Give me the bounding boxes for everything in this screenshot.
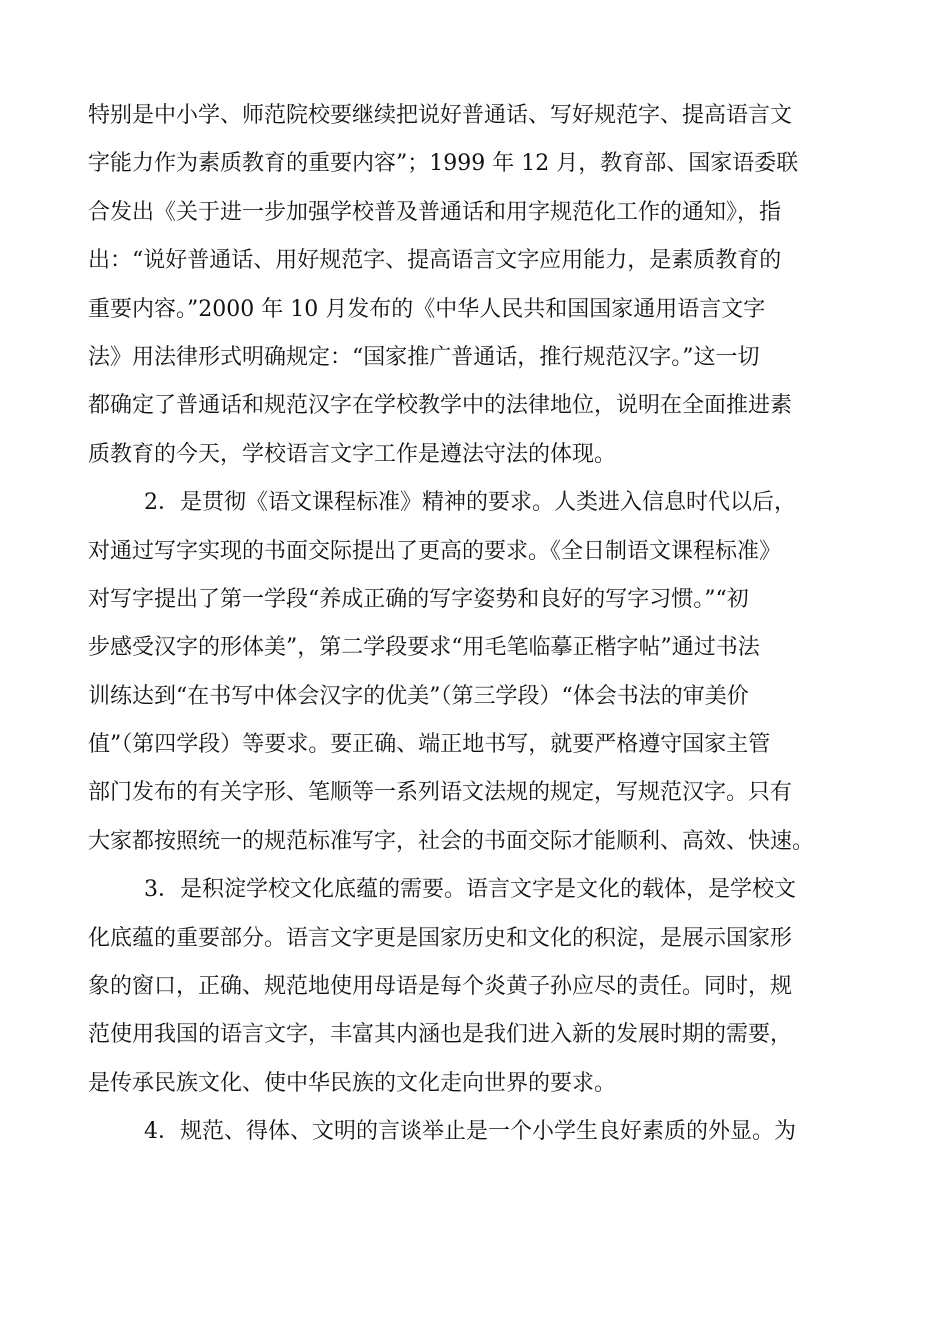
text-line: 特别是中小学、师范院校要继续把说好普通话、写好规范字、提高语言文 (88, 103, 793, 128)
text-line: 训练达到“在书写中体会汉字的优美”（第三学段）“体会书法的审美价 (88, 683, 749, 709)
text-line: 范使用我国的语言文字，丰富其内涵也是我们进入新的发展时期的需要， (88, 1022, 793, 1048)
text-line: 值”（第四学段）等要求。要正确、端正地书写，就要严格遵守国家主管 (88, 732, 771, 758)
paragraph-start-line: 4．规范、得体、文明的言谈举止是一个小学生良好素质的外显。为 (144, 1119, 796, 1145)
text-line: 步感受汉字的形体美”，第二学段要求“用毛笔临摹正楷字帖”通过书法 (88, 635, 760, 661)
text-line: 大家都按照统一的规范标准写字，社会的书面交际才能顺利、高效、快速。 (88, 828, 815, 854)
text-line: 字能力作为素质教育的重要内容”；1999 年 12 月，教育部、国家语委联 (88, 151, 799, 177)
text-line: 象的窗口，正确、规范地使用母语是每个炎黄子孙应尽的责任。同时，规 (88, 974, 793, 1000)
text-line: 是传承民族文化、使中华民族的文化走向世界的要求。 (88, 1070, 617, 1096)
body-text (88, 92, 868, 1157)
paragraph-start-line: 2．是贯彻《语文课程标准》精神的要求。人类进入信息时代以后， (144, 490, 796, 516)
text-line: 出：“说好普通话、用好规范字、提高语言文字应用能力，是素质教育的 (88, 248, 782, 274)
text-line: 重要内容。”2000 年 10 月发布的《中华人民共和国国家通用语言文字 (88, 296, 766, 322)
text-line: 化底蕴的重要部分。语言文字更是国家历史和文化的积淀，是展示国家形 (88, 925, 793, 951)
text-line: 对通过写字实现的书面交际提出了更高的要求。《全日制语文课程标准》 (88, 538, 782, 564)
paragraph-start-line: 3．是积淀学校文化底蕴的需要。语言文字是文化的载体，是学校文 (144, 877, 796, 903)
text-line: 对写字提出了第一学段“养成正确的写字姿势和良好的写字习惯。”“初 (88, 586, 749, 612)
text-line: 合发出《关于进一步加强学校普及普通话和用字规范化工作的通知》，指 (88, 199, 782, 225)
text-line: 质教育的今天，学校语言文字工作是遵法守法的体现。 (88, 441, 617, 467)
text-line: 都确定了普通话和规范汉字在学校教学中的法律地位，说明在全面推进素 (88, 393, 793, 419)
text-line: 法》用法律形式明确规定：“国家推广普通话，推行规范汉字。”这一切 (88, 344, 760, 370)
text-line: 部门发布的有关字形、笔顺等一系列语文法规的规定，写规范汉字。只有 (88, 780, 793, 806)
